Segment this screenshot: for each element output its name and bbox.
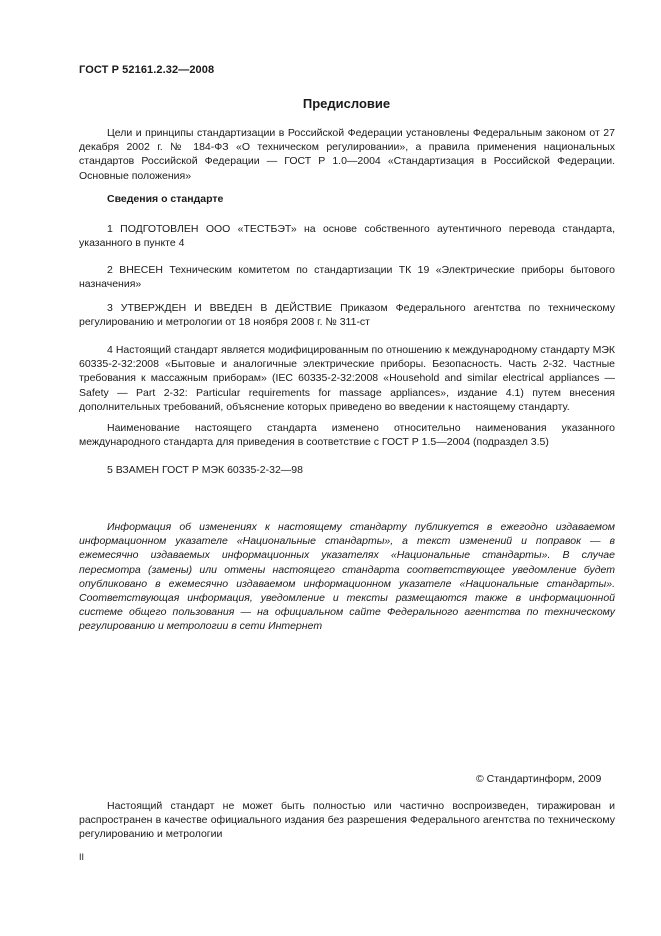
update-notice: Информация об изменениях к настоящему стандарту публикуется в ежегодно издаваемом информационном указателе «Национальные стандарты», а текст изменений и поправок — в ежемесячно издаваемых информационных указателях «Национальные стандарты». В случае пересмотра (замены) или отмены настоящего стандарта соответствующее уведомление будет опубликовано в ежемесячно издаваемом информационном указателе «Национальные стандарты». Соответствующая информация, уведомление и тексты размещаются также в информационной системе общего пользования — на официальном сайте Федерального агентства по техническому регулированию и метрологии в сети Интернет [79, 521, 615, 633]
item-1: 1 ПОДГОТОВЛЕН ООО «ТЕСТБЭТ» на основе собственного аутентичного перевода стандарта, указанного в пункте 4 [79, 223, 615, 250]
page-number: II [79, 852, 85, 862]
item-3: 3 УТВЕРЖДЕН И ВВЕДЕН В ДЕЙСТВИЕ Приказом Федерального агентства по техническому регулированию и метрологии от 18 ноября 2008 г. № 311-ст [79, 302, 615, 329]
item-2: 2 ВНЕСЕН Техническим комитетом по стандартизации ТК 19 «Электрические приборы бытового назначения» [79, 264, 615, 291]
item-4-note: Наименование настоящего стандарта изменено относительно наименования указанного международного стандарта для приведения в соответствие с ГОСТ Р 1.5—2004 (подраздел 3.5) [79, 422, 615, 449]
rights-notice: Настоящий стандарт не может быть полностью или частично воспроизведен, тиражирован и распространен в качестве официального издания без разрешения Федерального агентства по техническому регулированию и метрологии [79, 800, 615, 841]
copyright-line: © Стандартинформ, 2009 [476, 773, 602, 785]
item-4: 4 Настоящий стандарт является модифицированным по отношению к международному стандарту МЭК 60335-2-32:2008 «Бытовые и аналогичные электрические приборы. Безопасность. Часть 2-32. Частные требования к массажным приборам» (IEC 60335-2-32:2008 «Household and similar electrical appliances — Safety — Part 2-32: Particular requirements for massage appliances», издание 4.1) путем внесения дополнительных требований, объяснение которых приведено во введении к настоящему стандарту. [79, 344, 615, 413]
info-heading: Сведения о стандарте [107, 193, 224, 205]
document-code: ГОСТ Р 52161.2.32—2008 [79, 64, 215, 76]
page-title [0, 96, 661, 111]
intro-paragraph: Цели и принципы стандартизации в Российской Федерации установлены Федеральным законом от 27 декабря 2002 г. № 184-ФЗ «О техническом регулировании», а правила применения национальных стандартов Российской Федерации — ГОСТ Р 1.0—2004 «Стандартизация в Российской Федерации. Основные положения» [79, 127, 615, 182]
item-5: 5 ВЗАМЕН ГОСТ Р МЭК 60335-2-32—98 [107, 464, 303, 476]
page-title-text: Предисловие [302, 96, 391, 111]
